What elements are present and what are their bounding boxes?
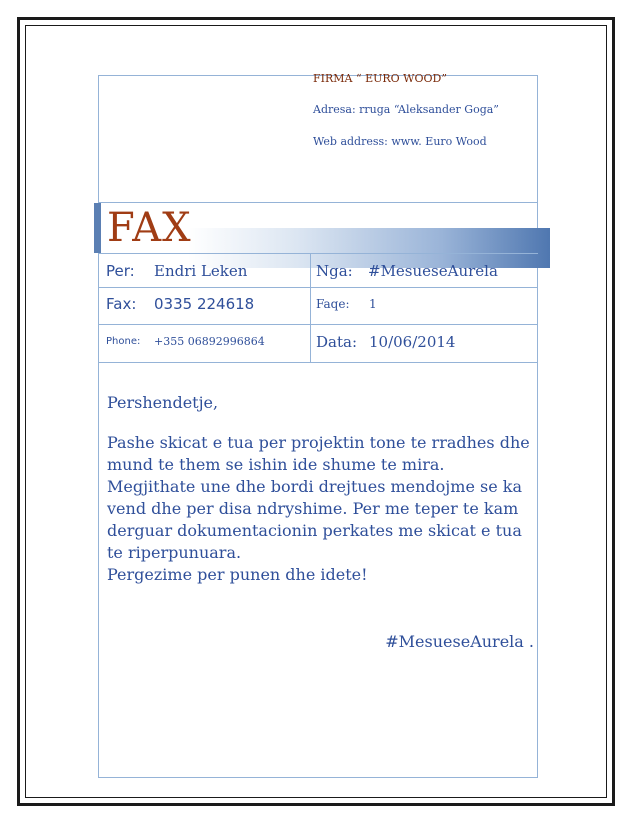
closing-line: Pergezime per punen dhe idete! [107, 565, 368, 584]
per-value: Endri Leken [154, 262, 248, 280]
per-label: Per: [106, 262, 135, 280]
signature: #MesueseAurela . [385, 632, 534, 651]
fax-label: Fax: [106, 295, 137, 313]
faqe-label: Faqe: [316, 297, 350, 311]
company-web: Web address: www. Euro Wood [313, 135, 487, 148]
column-divider [310, 253, 311, 362]
data-label: Data: [316, 333, 357, 351]
phone-value: +355 06892996864 [154, 335, 265, 348]
company-name: FIRMA “ EURO WOOD” [313, 72, 447, 85]
phone-label: Phone: [106, 336, 141, 347]
faqe-value: 1 [369, 297, 377, 311]
company-address: Adresa: rruga “Aleksander Goga” [313, 103, 499, 116]
row-divider [98, 362, 538, 363]
fax-value: 0335 224618 [154, 295, 255, 313]
title-accent-bar [94, 203, 101, 253]
row-divider [98, 253, 538, 254]
row-divider [98, 287, 538, 288]
row-divider [98, 324, 538, 325]
message-body [107, 392, 537, 586]
nga-label: Nga: [316, 262, 353, 280]
fax-title: FAX [107, 205, 192, 251]
nga-value: #MesueseAurela [368, 262, 498, 280]
message-text: Pashe skicat e tua per projektin tone te rradhes dhe mund te them se ishin ide shume te mira. Megjithate une dhe bordi drejtues mendojme se ka vend dhe per disa ndryshime. Per me teper te kam derguar dokumentacionin perkates me skicat e tua te riperpunuara. [107, 433, 530, 562]
data-value: 10/06/2014 [369, 333, 456, 351]
greeting: Pershendetje, [107, 393, 219, 412]
